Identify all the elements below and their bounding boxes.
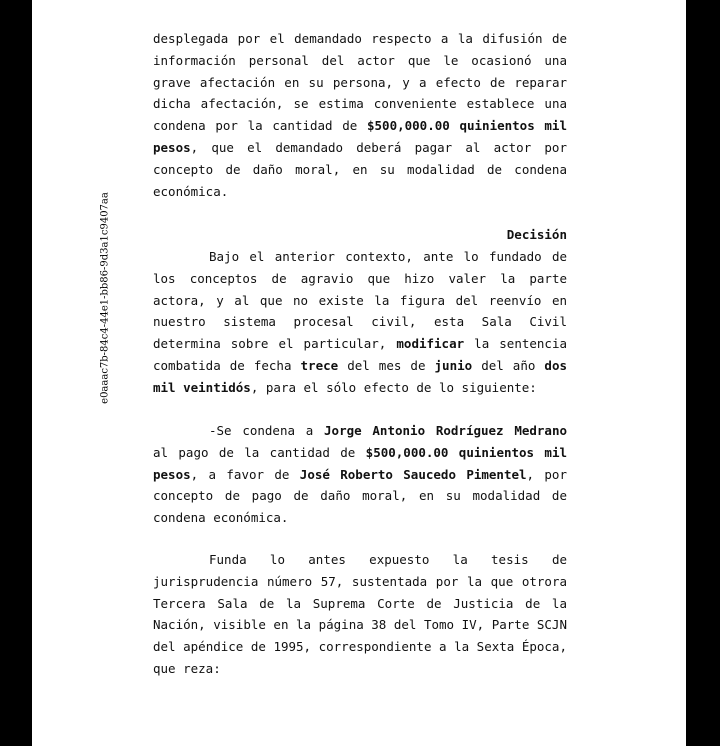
paragraph-text: -Se condena a xyxy=(209,423,325,438)
amount-bold: $500,000.00 quinientos mil pesos xyxy=(153,444,568,482)
paragraph-text: Funda lo antes expuesto la tesis de jurisprudencia número 57, sustentada por la que otrora Tercera Sala de la Suprema Corte de Justicia de la Nación, visible en la página 38 del Tomo IV, Parte SCJN del apéndice de 1995, correspondiente a la Sexta Época, que reza: xyxy=(153,552,567,676)
paragraph-jurisprudence xyxy=(153,549,567,680)
defendant-name: Jorge Antonio Rodríguez Medrano xyxy=(324,423,567,438)
bold-year: dos mil veintidós xyxy=(153,357,567,395)
document-side-id: e0aaac7b-84c4-44e1-bb86-9d3a1c9407aa xyxy=(99,192,111,404)
paragraph-text: la sentencia combatida de fecha xyxy=(153,336,567,373)
paragraph-text: , que el demandado deberá pagar al actor por concepto de daño moral, en su modalidad de condena económica. xyxy=(153,139,567,199)
paragraph-condemnation xyxy=(153,420,567,529)
paragraph-damages xyxy=(153,28,567,202)
paragraph-text: al pago de la cantidad de xyxy=(153,444,366,460)
paragraph-text: , para el sólo efecto de lo siguiente: xyxy=(250,379,537,395)
amount-bold: $500,000.00 quinientos mil pesos xyxy=(153,118,567,155)
plaintiff-name: José Roberto Saucedo Pimentel xyxy=(299,466,527,482)
bold-modificar: modificar xyxy=(396,336,465,352)
bold-month: junio xyxy=(434,357,473,373)
paragraph-decision xyxy=(153,246,567,399)
paragraph-text: , por concepto de pago de daño moral, en su modalidad de condena económica. xyxy=(153,466,567,526)
paragraph-text: , a favor de xyxy=(190,466,300,482)
paragraph-text: del año xyxy=(472,357,545,373)
section-heading-decision: Decisión xyxy=(506,227,567,242)
paragraph-text: desplegada por el demandado respecto a la difusión de información personal del actor que le ocasionó una grave afectación en su persona, y a efecto de reparar dicha afectación, se estima conveniente establece una condena por la cantidad de xyxy=(153,31,567,134)
bold-day: trece xyxy=(300,357,339,373)
paragraph-text: Bajo el anterior contexto, ante lo fundado de los conceptos de agravio que hizo valer la parte actora, y al que no existe la figura del reenvío en nuestro sistema procesal civil, esta Sala Civil determina sobre el particular, xyxy=(153,249,567,352)
paragraph-text: del mes de xyxy=(338,357,435,373)
document-page xyxy=(32,0,686,746)
